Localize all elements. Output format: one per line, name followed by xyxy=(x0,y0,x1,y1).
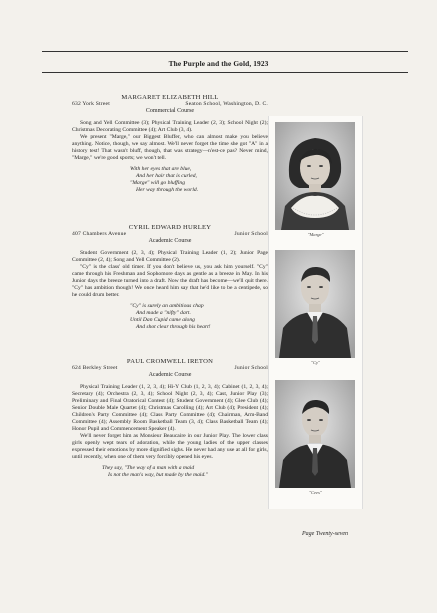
verse xyxy=(72,166,268,194)
entry-ireton xyxy=(72,358,268,479)
header-rule-top xyxy=(42,51,408,52)
course-name: Commercial Course xyxy=(145,108,195,114)
activities-paragraph: Song and Yell Committee (3); Physical Training Leader (2, 3); School Night (2); Christmas Decorating Committee (4); Art Club (3, 4). xyxy=(72,120,268,133)
verse-line: They say, "The way of a man with a maid xyxy=(102,465,195,471)
school-name: Junior School xyxy=(234,365,268,371)
address-line xyxy=(72,101,268,108)
student-name: CYRIL EDWARD HURLEY xyxy=(128,224,212,231)
portrait-caption: "Cees" xyxy=(309,490,322,495)
portrait-caption: "Cy" xyxy=(311,360,320,365)
entry-hurley xyxy=(72,224,268,331)
entry-hill xyxy=(72,94,268,194)
school-name: Seaton School, Washington, D. C. xyxy=(185,101,268,107)
header-rule-bottom xyxy=(42,72,408,73)
school-name: Junior School xyxy=(234,231,268,237)
portrait-hurley xyxy=(275,250,355,358)
course-name: Academic Course xyxy=(148,238,192,244)
address-line xyxy=(72,231,268,238)
address-line xyxy=(72,365,268,372)
student-name: PAUL CROMWELL IRETON xyxy=(126,358,214,365)
verse-line: "Cy" is surely an ambitious chap xyxy=(130,303,204,309)
verse-line: Until Dan Cupid came along xyxy=(130,317,195,323)
portrait-caption: "Marge" xyxy=(307,232,324,237)
bio-paragraph: We'll never forget him as Monsieur Beaucaire in our Junior Play. The lower class girls openly wept tears of adoration, while the young ladies of the upper classes expressed their emotions by more dignified sighs. He never had any use at all for girls, until recently, when one of them very forcibly opened his eyes. xyxy=(72,433,268,460)
street-address: 632 York Street xyxy=(72,101,110,107)
street-address: 407 Chambers Avenue xyxy=(72,231,127,237)
verse-line: "Marge" will go bluffing xyxy=(130,180,185,186)
course-name: Academic Course xyxy=(148,372,192,378)
street-address: 624 Berkley Street xyxy=(72,365,118,371)
bio-paragraph: "Cy" is the class' old timer. If you don't believe us, you ask him yourself. "Cy" came through his Freshman and Sophomore days as gentle as a breeze in May. In his Junior days the breeze turned into a draft. Now the draft has become—we'll quit there. "Cy" has ambition though! We once heard him say that he'd like to be a centipede, so he could drum better. xyxy=(72,264,268,298)
activities-paragraph: Student Government (2, 3, 4); Physical Training Leader (1, 2); Junior Page Committee (2, 4); Song and Yell Committee (2). xyxy=(72,250,268,263)
page-number: Page Twenty-seven xyxy=(302,531,349,537)
portrait-ireton xyxy=(275,380,355,488)
verse xyxy=(72,465,268,479)
verse-line: And made a "nifty" dart. xyxy=(136,310,191,316)
bio-paragraph: We present "Marge," our Biggest Bluffer, who can almost make you believe anything. Notice, though, we say almost. We'll never forget the time she got "A" in a history test! That wasn't bluff, though, that was strategy—n'est-ce pas? Never mind, "Marge," we're good sports; we won't tell. xyxy=(72,134,268,161)
verse-line: And her hair that is curled, xyxy=(136,173,197,179)
student-name: MARGARET ELIZABETH HILL xyxy=(121,94,219,101)
page-header: The Purple and the Gold, 1923 xyxy=(168,59,269,68)
verse-line: And shot clear through his heart! xyxy=(136,324,211,330)
portrait-hill xyxy=(275,122,355,230)
verse xyxy=(72,303,268,331)
activities-paragraph: Physical Training Leader (1, 2, 3, 4); Hi-Y Club (1, 2, 3, 4); Cabinet (1, 2, 3, 4); Secretary (4); Orchestra (2, 3, 4); School Night (2, 3, 4); Cast, Junior Play (3); Preliminary and Final Oratorical Contest (4); Student Government (4); Glee Club (4); Senior Double Male Quartet (4); Christmas Carolling (4); Art Club (4); President (4); Children's Party Committee (4); Class Party Committee (4); Chairman, Arm-Band Committee (4); Assembly Room Basketball Team (3, 4); Class Basketball Team (4); Honor Pupil and Commencement Speaker (4). xyxy=(72,384,268,432)
verse-line: With her eyes that are blue, xyxy=(130,166,192,172)
verse-line: Her way through the world. xyxy=(136,187,199,193)
verse-line: Is not the man's way, but made by the maid." xyxy=(108,472,209,478)
photo-strip xyxy=(268,116,363,509)
